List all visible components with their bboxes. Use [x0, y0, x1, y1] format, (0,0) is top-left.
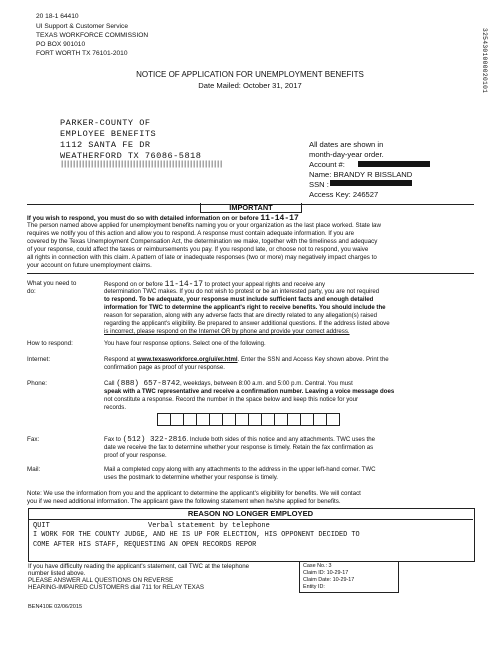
what-to-do-line-3: to respond. To be adequate, your response must include sufficient facts and enough detailed [104, 296, 374, 303]
what-to-do-line-6: regarding the applicant's eligibility. Be prepared to answer additional questions. If the address listed above [104, 320, 390, 327]
how-to-respond-label: How to respond: [27, 340, 73, 347]
note-line-2: you if we need additional information. The applicant gave the following statement when he/she applied for benefits. [27, 498, 341, 505]
mail-line-1: Mail a completed copy along with any attachments to the address in the upper left-hand corner. TWC [104, 466, 376, 473]
what-to-do-line-5: reason for separation, along with any adverse facts that are directly related to any allegation(s) raised [104, 312, 378, 319]
sender-line-city: FORT WORTH TX 76101-2010 [36, 50, 128, 57]
what-to-do-line-4: information for TWC to determine the applicant's right to receive benefits. You should include the [104, 304, 386, 311]
confirmation-number-boxes[interactable] [157, 413, 340, 426]
reason-statement-line-1: I WORK FOR THE COUNTY JUDGE, AND HE IS UP FOR ELECTION, HIS OPPONENT DECIDED TO [33, 531, 360, 539]
internet-label: Internet: [27, 356, 51, 363]
recipient-line-1: PARKER-COUNTY OF [60, 118, 151, 128]
recipient-line-4: WEATHERFORD TX 76086-5818 [60, 151, 202, 161]
important-line-5: of your response, could affect the taxes or reimbursements you pay. If you respond late, or choose not to respond, you waive [27, 246, 369, 253]
mail-label: Mail: [27, 466, 41, 473]
postal-barcode: |||||||||||||||||||||||||||||||||||||||||||||||||||||| [60, 161, 223, 169]
important-bottom-rule [27, 273, 474, 274]
what-to-do-label-2: do: [27, 288, 36, 295]
case-info-box [299, 561, 399, 593]
footer-line-2: number listed above. [28, 570, 86, 577]
what-to-do-line-2: determination TWC makes. If you do not wish to protest or be an interested party, you are not required [104, 288, 380, 295]
sender-line-agency: TEXAS WORKFORCE COMMISSION [36, 32, 149, 39]
mail-line-2: uses the postmark to determine whether your response is timely. [104, 474, 278, 481]
internet-link[interactable]: www.texasworkforce.org/ui/er.html [136, 356, 238, 363]
phone-line-2: speak with a TWC representative and receive a confirmation number. Leaving a voice message does [104, 388, 395, 395]
what-to-do-line-1: Respond on or before 11-14-17 to protect your appeal rights and receive any [104, 280, 326, 289]
internet-line-2: confirmation page as proof of your response. [104, 364, 225, 371]
sender-line-dept: UI Support & Customer Service [36, 23, 128, 30]
sender-line-pobox: PO BOX 901010 [36, 41, 86, 48]
footer-line-3: PLEASE ANSWER ALL QUESTIONS ON REVERSE [28, 577, 174, 584]
important-line-7: your account on future unemployment claims. [27, 262, 152, 269]
account-redaction [358, 161, 428, 167]
ssn-label: SSN : [309, 180, 329, 189]
form-code: BEN410E 02/06/2015 [28, 604, 83, 610]
reason-heading: REASON NO LONGER EMPLOYED [28, 509, 473, 520]
side-tracking-code: 3254301000020101 [481, 28, 488, 94]
note-line-1: Note: We use the information from you and the applicant to determine the applicant's eligibility for benefits. We will contact [27, 490, 361, 497]
fax-line-3: proof of your response. [104, 452, 167, 459]
dates-note-2: month-day-year order. [309, 150, 384, 159]
notice-title: NOTICE OF APPLICATION FOR UNEMPLOYMENT BENEFITS [136, 70, 364, 79]
fax-label: Fax: [27, 436, 40, 443]
what-to-do-label-1: What you need to [27, 280, 77, 287]
important-line-3: requires we notify you of this action and allow you to respond. A response must contain adequate information. If you are [27, 230, 355, 237]
statement-method: Verbal statement by telephone [148, 522, 270, 530]
account-label: Account #: [309, 160, 345, 169]
recipient-line-3: 1112 SANTA FE DR [60, 140, 151, 150]
reason-type: QUIT [33, 522, 50, 530]
entity-id: Entity ID: [303, 584, 325, 590]
access-key: Access Key: 246527 [309, 190, 379, 199]
dates-note-1: All dates are shown in [309, 140, 384, 149]
fax-line-1: Fax to (512) 322-2816. Include both sides of this notice and any attachments. TWC uses the [104, 436, 376, 444]
claim-id: Claim ID: 10-29-17 [303, 570, 349, 576]
important-line-2: The person named above applied for unemployment benefits naming you or your organization as the last place worked. State law [27, 222, 381, 229]
important-line-6: all rights in connection with this claim. A pattern of late or inadequate responses (two or more) may negatively impact charges to [27, 254, 377, 261]
claim-date: Claim Date: 10-29-17 [303, 577, 355, 583]
what-to-do-line-7: is incorrect, please respond on the Internet OR by phone and provide your correct address. [104, 328, 350, 335]
phone-line-3: not constitute a response. Record the number in the space below and keep this notice for your [104, 396, 359, 403]
internet-line-1: Respond at www.texasworkforce.org/ui/er.html. Enter the SSN and Access Key shown above. Print the [104, 356, 389, 363]
phone-label: Phone: [27, 380, 47, 387]
fax-line-2: date we receive the fax to determine whether your response is timely. Retain the fax confirmation as [104, 444, 374, 451]
recipient-line-2: EMPLOYEE BENEFITS [60, 129, 157, 139]
important-line-4: covered by the Texas Unemployment Compensation Act, the determination we make, together with the timeliness and adequacy [27, 238, 378, 245]
how-to-respond-text: You have four response options. Select one of the following. [104, 340, 266, 347]
case-number: Case No.: 3 [303, 563, 332, 569]
date-mailed: Date Mailed: October 31, 2017 [198, 81, 302, 90]
ssn-redaction [330, 180, 412, 188]
phone-line-4: records. [104, 404, 127, 411]
reason-statement-line-2: COME AFTER HIS STAFF, REQUESTING AN OPEN RECORDS REPOR [33, 541, 257, 549]
footer-line-4: HEARING-IMPAIRED CUSTOMERS dial 711 for RELAY TEXAS [28, 584, 205, 591]
important-heading: IMPORTANT [200, 203, 302, 213]
footer-line-1: If you have difficulty reading the applicant's statement, call TWC at the telephone [28, 563, 250, 570]
sender-line-code: 20 18-1 64410 [36, 13, 79, 20]
important-line-1: If you wish to respond, you must do so with detailed information on or before 11-14-17 [27, 214, 299, 223]
phone-line-1: Call (888) 657-8742, weekdays, between 8:00 a.m. and 5:00 p.m. Central. You must [104, 380, 353, 388]
claimant-name: Name: BRANDY R BISSLAND [309, 170, 413, 179]
